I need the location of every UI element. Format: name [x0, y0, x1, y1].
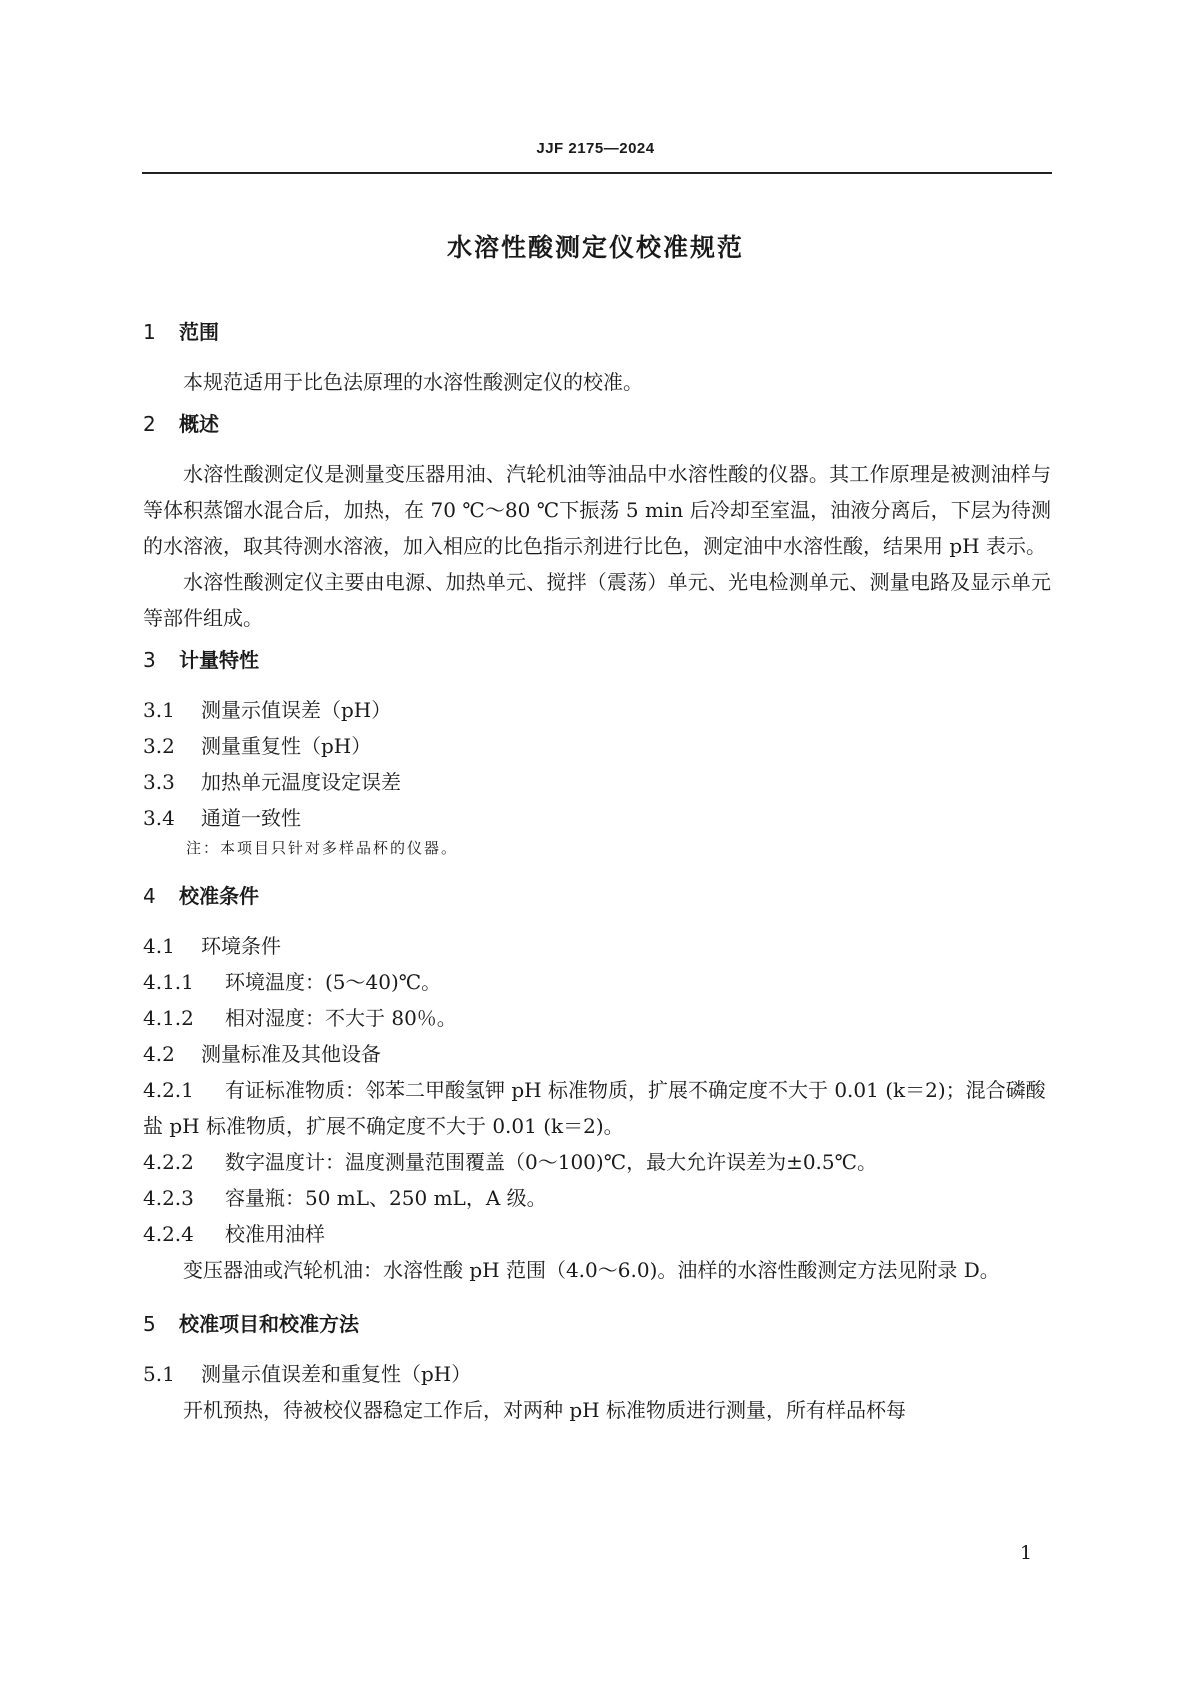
list-item: 3.1 测量示值误差（pH） — [143, 698, 392, 722]
document-title: 水溶性酸测定仪校准规范 — [446, 233, 744, 262]
section-heading-overview: 2 概述 — [143, 412, 219, 436]
clause-4-1-1: 4.1.1 环境温度：(5～40)℃。 — [143, 970, 442, 994]
document-body — [143, 316, 1051, 1428]
list-item: 3.3 加热单元温度设定误差 — [143, 770, 401, 794]
clause-4-2-3: 4.2.3 容量瓶：50 mL、250 mL，A 级。 — [143, 1186, 547, 1210]
method-paragraph: 开机预热，待被校仪器稳定工作后，对两种 pH 标准物质进行测量，所有样品杯每 — [183, 1398, 906, 1422]
section-heading-methods: 5 校准项目和校准方法 — [143, 1312, 359, 1336]
oil-sample-paragraph: 变压器油或汽轮机油：水溶性酸 pH 范围（4.0～6.0)。油样的水溶性酸测定方法见附录 D。 — [183, 1258, 1000, 1282]
scope-paragraph: 本规范适用于比色法原理的水溶性酸测定仪的校准。 — [183, 370, 643, 394]
section-heading-metrology: 3 计量特性 — [143, 648, 259, 672]
clause-4-2-2: 4.2.2 数字温度计：温度测量范围覆盖（0～100)℃，最大允许误差为±0.5℃。 — [143, 1150, 878, 1174]
header-rule — [142, 172, 1052, 174]
list-item: 3.2 测量重复性（pH） — [143, 734, 372, 758]
section-heading-conditions: 4 校准条件 — [143, 884, 259, 908]
list-item: 3.4 通道一致性 — [143, 806, 301, 830]
overview-paragraph-2: 水溶性酸测定仪主要由电源、加热单元、搅拌（震荡）单元、光电检测单元、测量电路及显示单元等部件组成。 — [143, 570, 1051, 630]
clause-4-2-1: 4.2.1 有证标准物质：邻苯二甲酸氢钾 pH 标准物质，扩展不确定度不大于 0.01 (k＝2)；混合磷酸盐 pH 标准物质，扩展不确定度不大于 0.01 (k＝2)。 — [143, 1078, 1046, 1138]
clause-4-2: 4.2 测量标准及其他设备 — [143, 1042, 381, 1066]
clause-5-1: 5.1 测量示值误差和重复性（pH） — [143, 1362, 472, 1386]
note-text: 注：本项目只针对多样品杯的仪器。 — [186, 839, 459, 857]
section-heading-scope: 1 范围 — [143, 320, 219, 344]
clause-4-1: 4.1 环境条件 — [143, 934, 281, 958]
standard-code-header: JJF 2175—2024 — [536, 140, 655, 157]
page-number: 1 — [1020, 1542, 1033, 1564]
clause-4-2-4: 4.2.4 校准用油样 — [143, 1222, 325, 1246]
overview-paragraph-1: 水溶性酸测定仪是测量变压器用油、汽轮机油等油品中水溶性酸的仪器。其工作原理是被测油样与等体积蒸馏水混合后，加热，在 70 ℃～80 ℃下振荡 5 min 后冷却至室温，油液分离后，下层为待测的水溶液，取其待测水溶液，加入相应的比色指示剂进行比色，测定油中水溶性酸，结果用 pH 表示。 — [143, 462, 1051, 558]
clause-4-1-2: 4.1.2 相对湿度：不大于 80％。 — [143, 1006, 457, 1030]
